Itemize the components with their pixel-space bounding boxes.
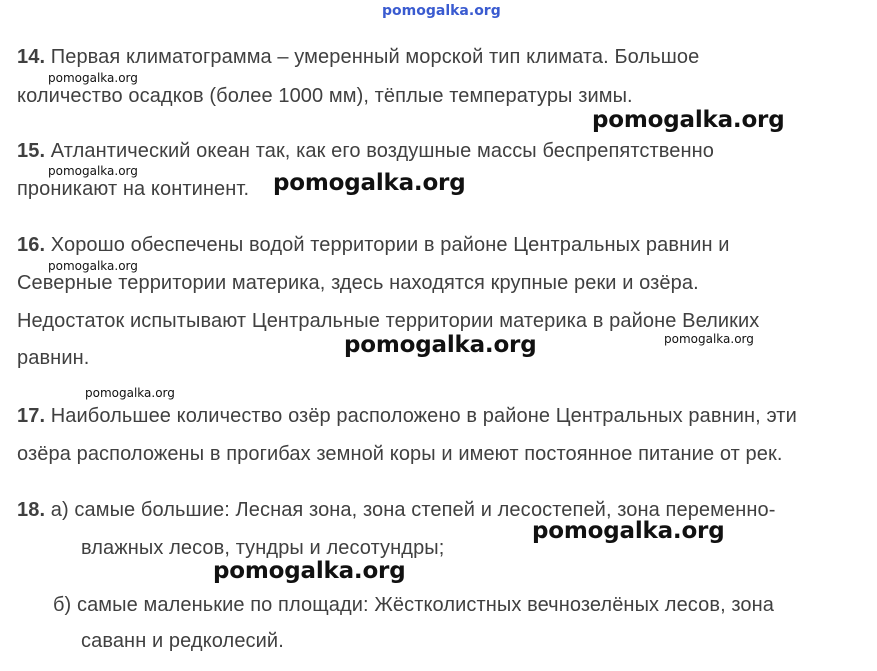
watermark-small: pomogalka.org [48,164,138,178]
answer-14-line-1 [17,46,699,69]
answer-14-line-2: количество осадков (более 1000 мм), тёплые температуры зимы. [17,85,633,107]
watermark-small: pomogalka.org [664,332,754,346]
answer-14-text-1: Первая климатограмма – умеренный морской тип климата. Большое [45,46,700,68]
site-header-link[interactable]: pomogalka.org [382,3,501,19]
answer-15-line-2: проникают на континент. [17,178,250,200]
answer-15-text-1: Атлантический океан так, как его воздушные массы беспрепятственно [45,140,714,162]
watermark-small: pomogalka.org [85,386,175,400]
answer-14-number: 14. [17,46,46,68]
answer-18-text-1: а) самые большие: Лесная зона, зона степей и лесостепей, зона переменно- [45,499,776,521]
watermark-large: pomogalka.org [592,107,785,133]
answer-18-number: 18. [17,499,46,521]
watermark-large: pomogalka.org [273,170,466,196]
answer-18-line-4: саванн и редколесий. [81,630,284,652]
answer-16-line-4: равнин. [17,347,90,369]
watermark-small: pomogalka.org [48,71,138,85]
watermark-large: pomogalka.org [213,558,406,584]
answer-18-line-2: влажных лесов, тундры и лесотундры; [81,537,445,559]
answer-16-text-1: Хорошо обеспечены водой территории в районе Центральных равнин и [45,234,730,256]
watermark-large: pomogalka.org [344,332,537,358]
answer-16-line-3: Недостаток испытывают Центральные территории материка в районе Великих [17,310,760,332]
answer-15-line-1 [17,140,714,163]
answer-18-line-3: б) самые маленькие по площади: Жёстколистных вечнозелёных лесов, зона [53,594,775,616]
watermark-small: pomogalka.org [48,259,138,273]
answer-16-line-1 [17,234,730,257]
answer-17-number: 17. [17,405,46,427]
answer-17-text-1: Наибольшее количество озёр расположено в районе Центральных равнин, эти [45,405,797,427]
watermark-large: pomogalka.org [532,518,725,544]
answer-15-number: 15. [17,140,46,162]
answer-17-line-1 [17,405,797,428]
answer-16-line-2: Северные территории материка, здесь находятся крупные реки и озёра. [17,272,699,294]
answer-16-number: 16. [17,234,46,256]
answer-17-line-2: озёра расположены в прогибах земной коры и имеют постоянное питание от рек. [17,443,783,465]
